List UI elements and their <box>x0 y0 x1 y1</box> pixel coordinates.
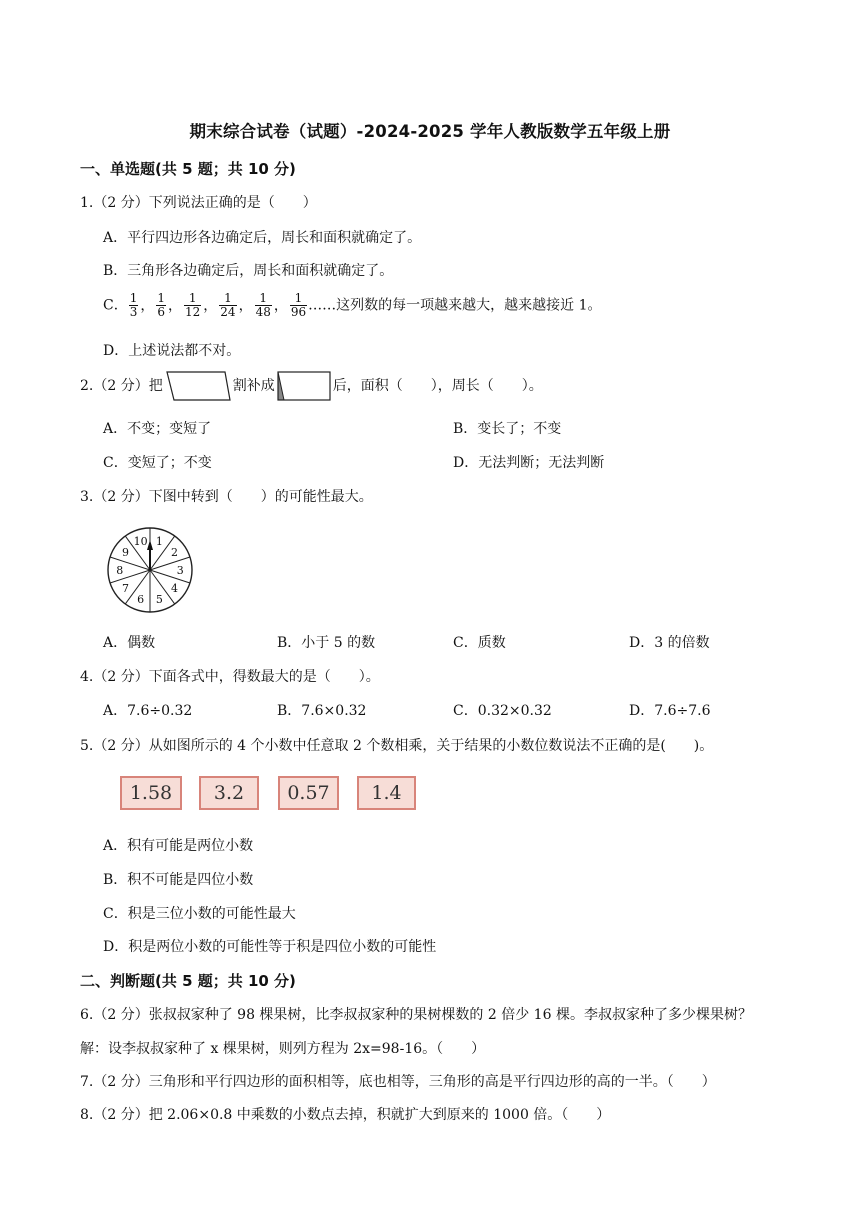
question-3-option-d: D．3 的倍数 <box>629 635 710 651</box>
fraction-separator: ， <box>140 297 155 314</box>
question-8-stem: 8.（2 分）把 2.06×0.8 中乘数的小数点去掉，积就扩大到原来的 1000 倍。（ ） <box>80 1107 611 1123</box>
question-2-option-b: B．变长了；不变 <box>453 421 562 437</box>
fraction-numerator: 1 <box>259 291 268 305</box>
spinner-number-5: 5 <box>155 592 163 606</box>
question-2-option-a: A．不变；变短了 <box>103 421 212 437</box>
fraction-1-96 <box>290 292 307 319</box>
fraction-separator: ， <box>273 297 288 314</box>
question-1-option-b: B．三角形各边确定后，周长和面积就确定了。 <box>103 263 394 279</box>
spinner-number-6: 6 <box>137 592 145 606</box>
question-3-stem: 3.（2 分）下图中转到（ ）的可能性最大。 <box>80 489 373 505</box>
question-2-stem <box>80 370 543 402</box>
question-7-stem: 7.（2 分）三角形和平行四边形的面积相等，底也相等，三角形的高是平行四边形的高的一半。（ ） <box>80 1074 716 1090</box>
spinner-figure <box>104 524 196 616</box>
page-title: 期末综合试卷（试题）-2024-2025 学年人教版数学五年级上册 <box>189 122 671 141</box>
fraction-denominator: 6 <box>157 305 165 319</box>
spinner-number-9: 9 <box>122 546 130 560</box>
question-2-option-d: D．无法判断；无法判断 <box>453 455 605 471</box>
question-4-option-c: C．0.32×0.32 <box>453 703 552 719</box>
question-3-option-c: C．质数 <box>453 635 506 651</box>
fraction-denominator: 12 <box>185 305 201 319</box>
fraction-1-3 <box>129 292 139 319</box>
spinner-number-2: 2 <box>170 546 178 560</box>
question-3-option-b: B．小于 5 的数 <box>277 635 376 651</box>
question-5-option-b: B．积不可能是四位小数 <box>103 872 254 888</box>
fraction-separator: ， <box>168 297 182 314</box>
parallelogram-figure <box>163 370 233 402</box>
fraction-1-24 <box>219 292 236 319</box>
fraction-1-48 <box>255 292 272 319</box>
section-heading-true-false: 二、判断题(共 5 题；共 10 分) <box>80 972 296 990</box>
number-card-1: 1.58 <box>120 776 182 810</box>
fraction-1-12 <box>184 292 201 319</box>
question-2-stem-part-c: 后，面积（ ），周长（ ）。 <box>332 378 543 394</box>
fraction-denominator: 3 <box>129 305 138 319</box>
number-card-2: 3.2 <box>199 776 259 810</box>
question-1-option-a: A．平行四边形各边确定后，周长和面积就确定了。 <box>103 230 422 246</box>
question-5-stem: 5.（2 分）从如图所示的 4 个小数中任意取 2 个数相乘，关于结果的小数位数说法不正确的是( )。 <box>80 738 714 754</box>
question-1-option-d: D．上述说法都不对。 <box>103 343 241 359</box>
fraction-numerator: 1 <box>224 291 232 305</box>
number-card-4: 1.4 <box>357 776 416 810</box>
spinner-number-10: 10 <box>133 535 148 549</box>
fraction-numerator: 1 <box>294 291 303 305</box>
fraction-numerator: 1 <box>129 291 138 305</box>
spinner-number-3: 3 <box>176 564 184 577</box>
question-4-option-b: B．7.6×0.32 <box>277 703 367 719</box>
question-1-stem: 1.（2 分）下列说法正确的是（ ） <box>80 195 317 211</box>
question-2-stem-part-b: 割补成 <box>232 378 275 394</box>
question-6-line-2: 解：设李叔叔家种了 x 棵果树，则列方程为 2x=98-16。（ ） <box>80 1041 486 1057</box>
fraction-sequence <box>128 291 308 319</box>
question-4-stem: 4.（2 分）下面各式中，得数最大的是（ ）。 <box>80 669 380 685</box>
question-2-stem-part-a: 2.（2 分）把 <box>80 378 163 394</box>
question-2-option-c: C．变短了；不变 <box>103 455 212 471</box>
fraction-1-6 <box>156 292 166 319</box>
fraction-numerator: 1 <box>188 291 197 305</box>
question-5-option-d: D．积是两位小数的可能性等于积是四位小数的可能性 <box>103 939 437 955</box>
fraction-denominator: 48 <box>255 305 271 319</box>
spinner-number-8: 8 <box>116 564 124 577</box>
option-c-prefix: C． <box>103 297 128 314</box>
section-heading-single-choice: 一、单选题(共 5 题；共 10 分) <box>80 160 296 178</box>
number-card-3: 0.57 <box>278 776 339 810</box>
spinner-number-7: 7 <box>122 581 130 595</box>
question-4-option-a: A．7.6÷0.32 <box>103 703 193 719</box>
fraction-separator: ， <box>238 297 253 314</box>
question-4-option-d: D．7.6÷7.6 <box>629 703 711 719</box>
fraction-separator: ， <box>203 297 218 314</box>
question-5-option-c: C．积是三位小数的可能性最大 <box>103 906 296 922</box>
question-3-option-a: A．偶数 <box>103 635 156 651</box>
fraction-numerator: 1 <box>157 291 165 305</box>
option-c-suffix: ……这列数的每一项越来越大，越来越接近 1。 <box>308 297 602 314</box>
fraction-denominator: 24 <box>220 305 236 319</box>
spinner-number-1: 1 <box>155 535 163 549</box>
question-6-line-1: 6.（2 分）张叔叔家种了 98 棵果树，比李叔叔家种的果树棵数的 2 倍少 16 棵。李叔叔家种了多少棵果树？ <box>80 1007 752 1023</box>
rectangle-figure <box>275 370 333 402</box>
question-1-option-c <box>103 292 601 319</box>
fraction-denominator: 96 <box>290 305 307 319</box>
spinner-number-4: 4 <box>170 581 178 595</box>
question-5-option-a: A．积有可能是两位小数 <box>103 838 254 854</box>
